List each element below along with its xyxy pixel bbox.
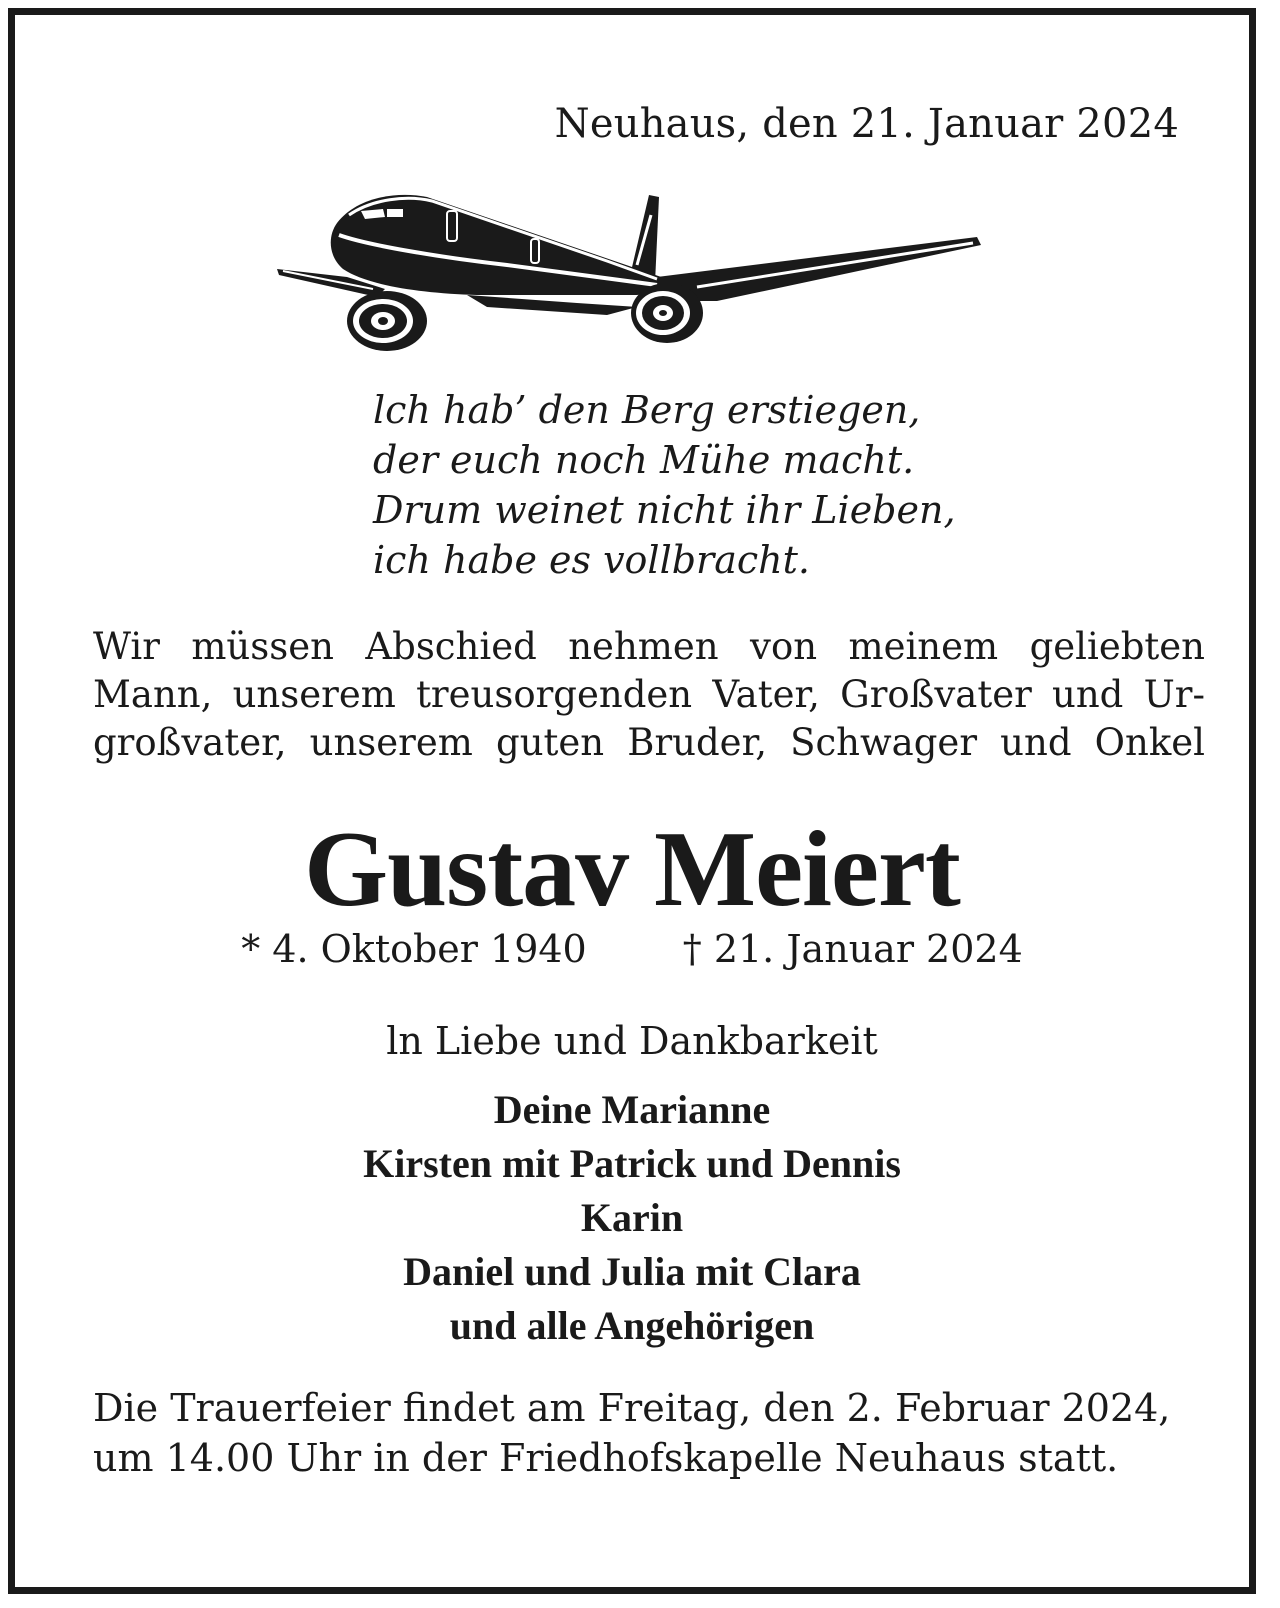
life-dates xyxy=(15,927,1249,971)
service-line: Die Trauerfeier findet am Freitag, den 2. Februar 2024, xyxy=(93,1386,1171,1430)
poem xyxy=(373,385,956,585)
mourner: und alle Angehörigen xyxy=(449,1303,815,1348)
airplane-icon xyxy=(277,185,1001,355)
thanks-line: ln Liebe und Dankbarkeit xyxy=(386,1019,878,1063)
intro-line: Mann, unserem treusorgenden Vater, Großvater und Ur- xyxy=(93,673,1205,716)
service-info xyxy=(93,1383,1205,1483)
mourner: Karin xyxy=(580,1195,684,1240)
place-date: Neuhaus, den 21. Januar 2024 xyxy=(554,101,1179,147)
death-date: † 21. Januar 2024 xyxy=(682,927,1023,971)
mourners-list xyxy=(15,1083,1249,1353)
mourner: Kirsten mit Patrick und Dennis xyxy=(363,1141,901,1186)
poem-line: Drum weinet nicht ihr Lieben, xyxy=(373,488,956,532)
poem-line: ich habe es vollbracht. xyxy=(373,538,810,582)
mourner: Daniel und Julia mit Clara xyxy=(403,1249,861,1294)
obituary-notice xyxy=(8,8,1256,1594)
birth-date: * 4. Oktober 1940 xyxy=(241,927,587,971)
poem-line: lch hab’ den Berg erstiegen, xyxy=(373,388,921,432)
intro-line: Wir müssen Abschied nehmen von meinem geliebten xyxy=(93,625,1205,668)
service-line: um 14.00 Uhr in der Friedhofskapelle Neuhaus statt. xyxy=(93,1436,1119,1480)
intro-text xyxy=(93,623,1205,767)
poem-line: der euch noch Mühe macht. xyxy=(373,438,915,482)
intro-line: großvater, unserem guten Bruder, Schwager und Onkel xyxy=(93,721,1205,764)
mourner: Deine Marianne xyxy=(493,1087,771,1132)
deceased-name: Gustav Meiert xyxy=(304,810,960,929)
